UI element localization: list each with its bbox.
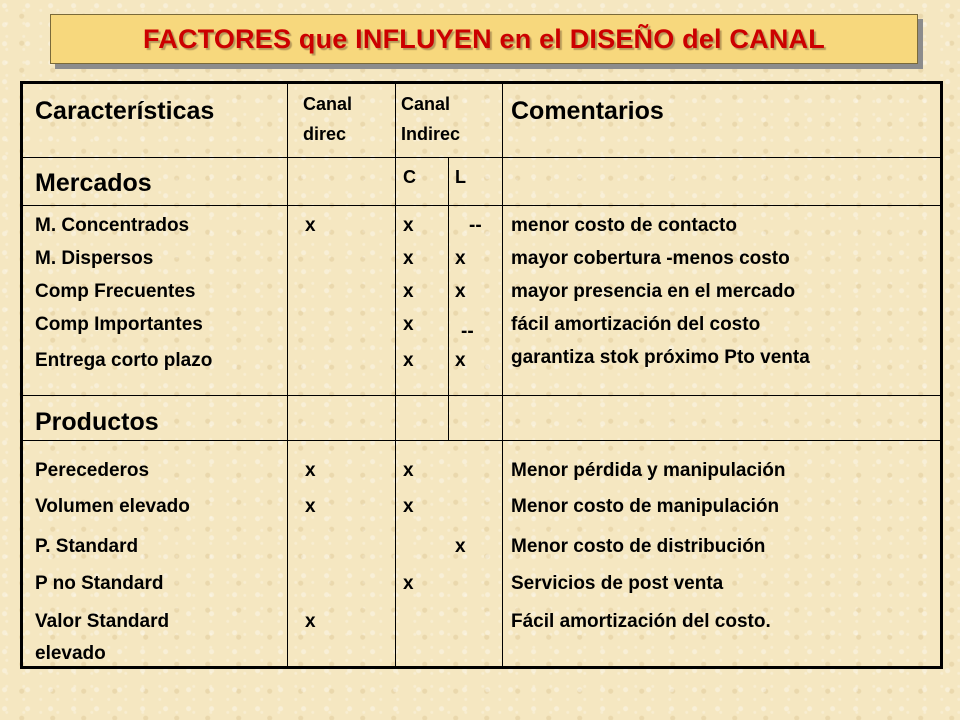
mark-c: x (403, 215, 414, 236)
row-comment: Servicios de post venta (511, 573, 724, 594)
mark-directo: x (305, 611, 316, 632)
mark-c: x (403, 248, 414, 269)
mark-c: x (403, 460, 414, 481)
row-comment: Menor costo de distribución (511, 536, 766, 557)
header-canal-directo-line2: direc (303, 124, 347, 144)
row-divider (23, 157, 940, 158)
col-divider (448, 157, 449, 440)
row-label: Comp Frecuentes (35, 281, 196, 302)
row-comment: mayor cobertura -menos costo (511, 248, 790, 269)
row-label: M. Dispersos (35, 248, 154, 269)
row-label: Volumen elevado (35, 496, 190, 517)
row-label: Comp Importantes (35, 314, 203, 335)
row-divider (23, 395, 940, 396)
mark-c: x (403, 314, 414, 335)
mark-l: x (455, 248, 466, 269)
factors-table (20, 81, 943, 669)
row-label: Perecederos (35, 460, 150, 481)
row-comment: menor costo de contacto (511, 215, 737, 236)
title-banner (50, 14, 918, 64)
mark-c: x (403, 350, 414, 371)
header-canal-indirecto-line2: Indirec (401, 124, 461, 144)
col-divider (395, 84, 396, 666)
mark-l: x (455, 350, 466, 371)
row-comment: fácil amortización del costo (511, 314, 761, 335)
row-comment: mayor presencia en el mercado (511, 281, 796, 302)
row-comment: Menor costo de manipulación (511, 496, 780, 517)
row-comment: garantiza stok próximo Pto venta (511, 347, 810, 368)
mark-c: x (403, 496, 414, 517)
page-title: FACTORES que INFLUYEN en el DISEÑO del CANAL (143, 23, 825, 54)
header-caracteristicas: Características (35, 97, 215, 125)
col-divider (287, 84, 288, 666)
header-comentarios: Comentarios (511, 97, 664, 125)
row-label: P no Standard (35, 573, 164, 594)
mark-l: x (455, 281, 466, 302)
mark-l: -- (469, 215, 482, 236)
row-label: Entrega corto plazo (35, 350, 213, 371)
header-canal-indirecto-line1: Canal (401, 94, 451, 114)
row-label: P. Standard (35, 536, 139, 557)
row-label: M. Concentrados (35, 215, 190, 236)
section-productos: Productos (35, 408, 159, 436)
row-divider (23, 440, 940, 441)
header-canal-directo-line1: Canal (303, 94, 353, 114)
mark-directo: x (305, 460, 316, 481)
row-comment: Fácil amortización del costo. (511, 611, 771, 632)
mark-directo: x (305, 215, 316, 236)
mark-c: x (403, 573, 414, 594)
row-label: Valor Standard (35, 611, 170, 632)
subheader-l: L (455, 167, 466, 187)
mark-directo: x (305, 496, 316, 517)
section-mercados: Mercados (35, 169, 152, 197)
mark-c: x (403, 281, 414, 302)
row-label-continued: elevado (35, 643, 106, 664)
mark-l: -- (461, 321, 474, 342)
subheader-c: C (403, 167, 416, 187)
row-comment: Menor pérdida y manipulación (511, 460, 786, 481)
row-divider (23, 205, 940, 206)
mark-l: x (455, 536, 466, 557)
col-divider (502, 84, 503, 666)
